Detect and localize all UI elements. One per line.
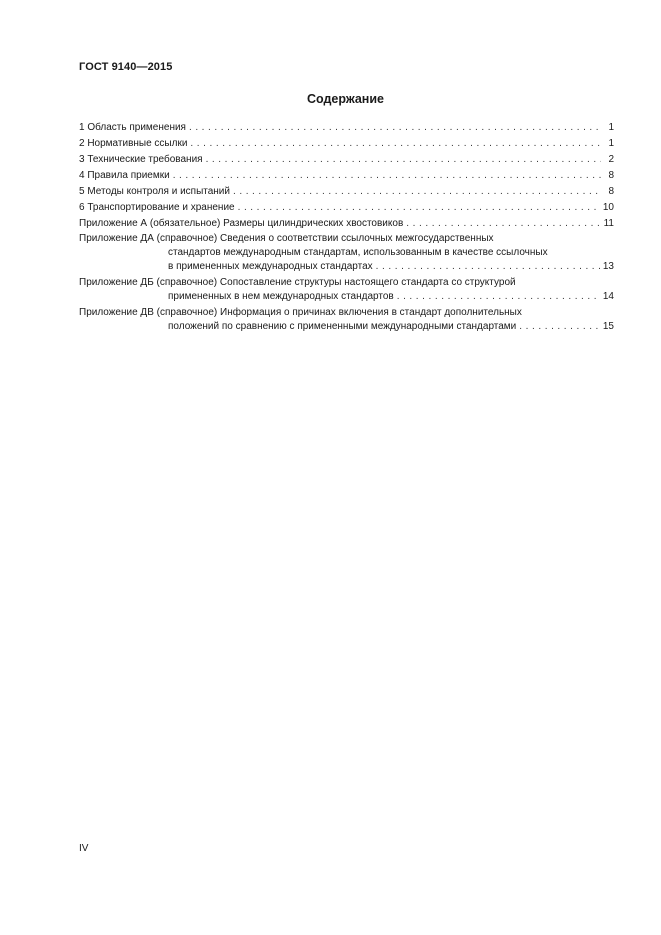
toc-entry-label: 6 Транспортирование и хранение	[79, 202, 235, 213]
leader-dots	[233, 184, 601, 200]
toc-entry-label: 4 Правила приемки	[79, 170, 170, 181]
toc-entry-appendix-dv[interactable]	[79, 306, 614, 334]
toc-entry-normative-references[interactable]	[79, 136, 614, 152]
toc-entry-page: 13	[602, 261, 614, 272]
toc-entry-page: 8	[608, 186, 614, 197]
appendix-first-line: Приложение ДА (справочное) Сведения о соответствии ссылочных межгосударственных	[79, 233, 494, 244]
toc-entry-page: 11	[603, 218, 614, 229]
table-of-contents	[79, 120, 614, 336]
toc-entry-page: 2	[608, 154, 614, 165]
toc-entry-scope[interactable]	[79, 120, 614, 136]
leader-dots	[189, 120, 601, 136]
toc-entry-appendix-a[interactable]	[79, 216, 614, 232]
toc-entry-label: 5 Методы контроля и испытаний	[79, 186, 230, 197]
toc-entry-appendix-da[interactable]	[79, 232, 614, 274]
toc-entry-transport-storage[interactable]	[79, 200, 614, 216]
appendix-first-line: Приложение ДВ (справочное) Информация о причинах включения в стандарт дополнительных	[79, 307, 522, 318]
leader-dots	[238, 200, 600, 216]
toc-entry-test-methods[interactable]	[79, 184, 614, 200]
appendix-last-line: положений по сравнению с примененными международными стандартами	[168, 321, 517, 332]
toc-entry-page: 15	[602, 321, 614, 332]
toc-entry-page: 1	[608, 138, 614, 149]
toc-entry-acceptance-rules[interactable]	[79, 168, 614, 184]
appendix-last-line: в примененных международных стандартах	[168, 261, 373, 272]
page-number: IV	[79, 843, 89, 854]
leader-dots	[173, 168, 601, 184]
toc-title: Содержание	[306, 92, 384, 106]
toc-entry-page: 8	[608, 170, 614, 181]
document-code: ГОСТ 9140—2015	[79, 61, 173, 73]
toc-entry-page: 10	[602, 202, 614, 213]
toc-entry-label: 1 Область применения	[79, 122, 186, 133]
leader-dots	[406, 216, 600, 232]
toc-entry-label: Приложение А (обязательное) Размеры цилиндрических хвостовиков	[79, 218, 404, 229]
toc-entry-technical-requirements[interactable]	[79, 152, 614, 168]
toc-entry-page: 14	[602, 291, 614, 302]
appendix-first-line: Приложение ДБ (справочное) Сопоставление структуры настоящего стандарта со структурой	[79, 277, 516, 288]
leader-dots	[397, 290, 600, 304]
appendix-continuation-line: стандартов международным стандартам, использованным в качестве ссылочных	[168, 247, 548, 258]
leader-dots	[190, 136, 601, 152]
toc-entry-appendix-db[interactable]	[79, 276, 614, 304]
appendix-last-line: примененных в нем международных стандартов	[168, 291, 394, 302]
leader-dots	[376, 260, 600, 274]
leader-dots	[519, 320, 600, 334]
toc-entry-page: 1	[608, 122, 614, 133]
toc-entry-label: 3 Технические требования	[79, 154, 203, 165]
toc-entry-label: 2 Нормативные ссылки	[79, 138, 188, 149]
leader-dots	[206, 152, 601, 168]
